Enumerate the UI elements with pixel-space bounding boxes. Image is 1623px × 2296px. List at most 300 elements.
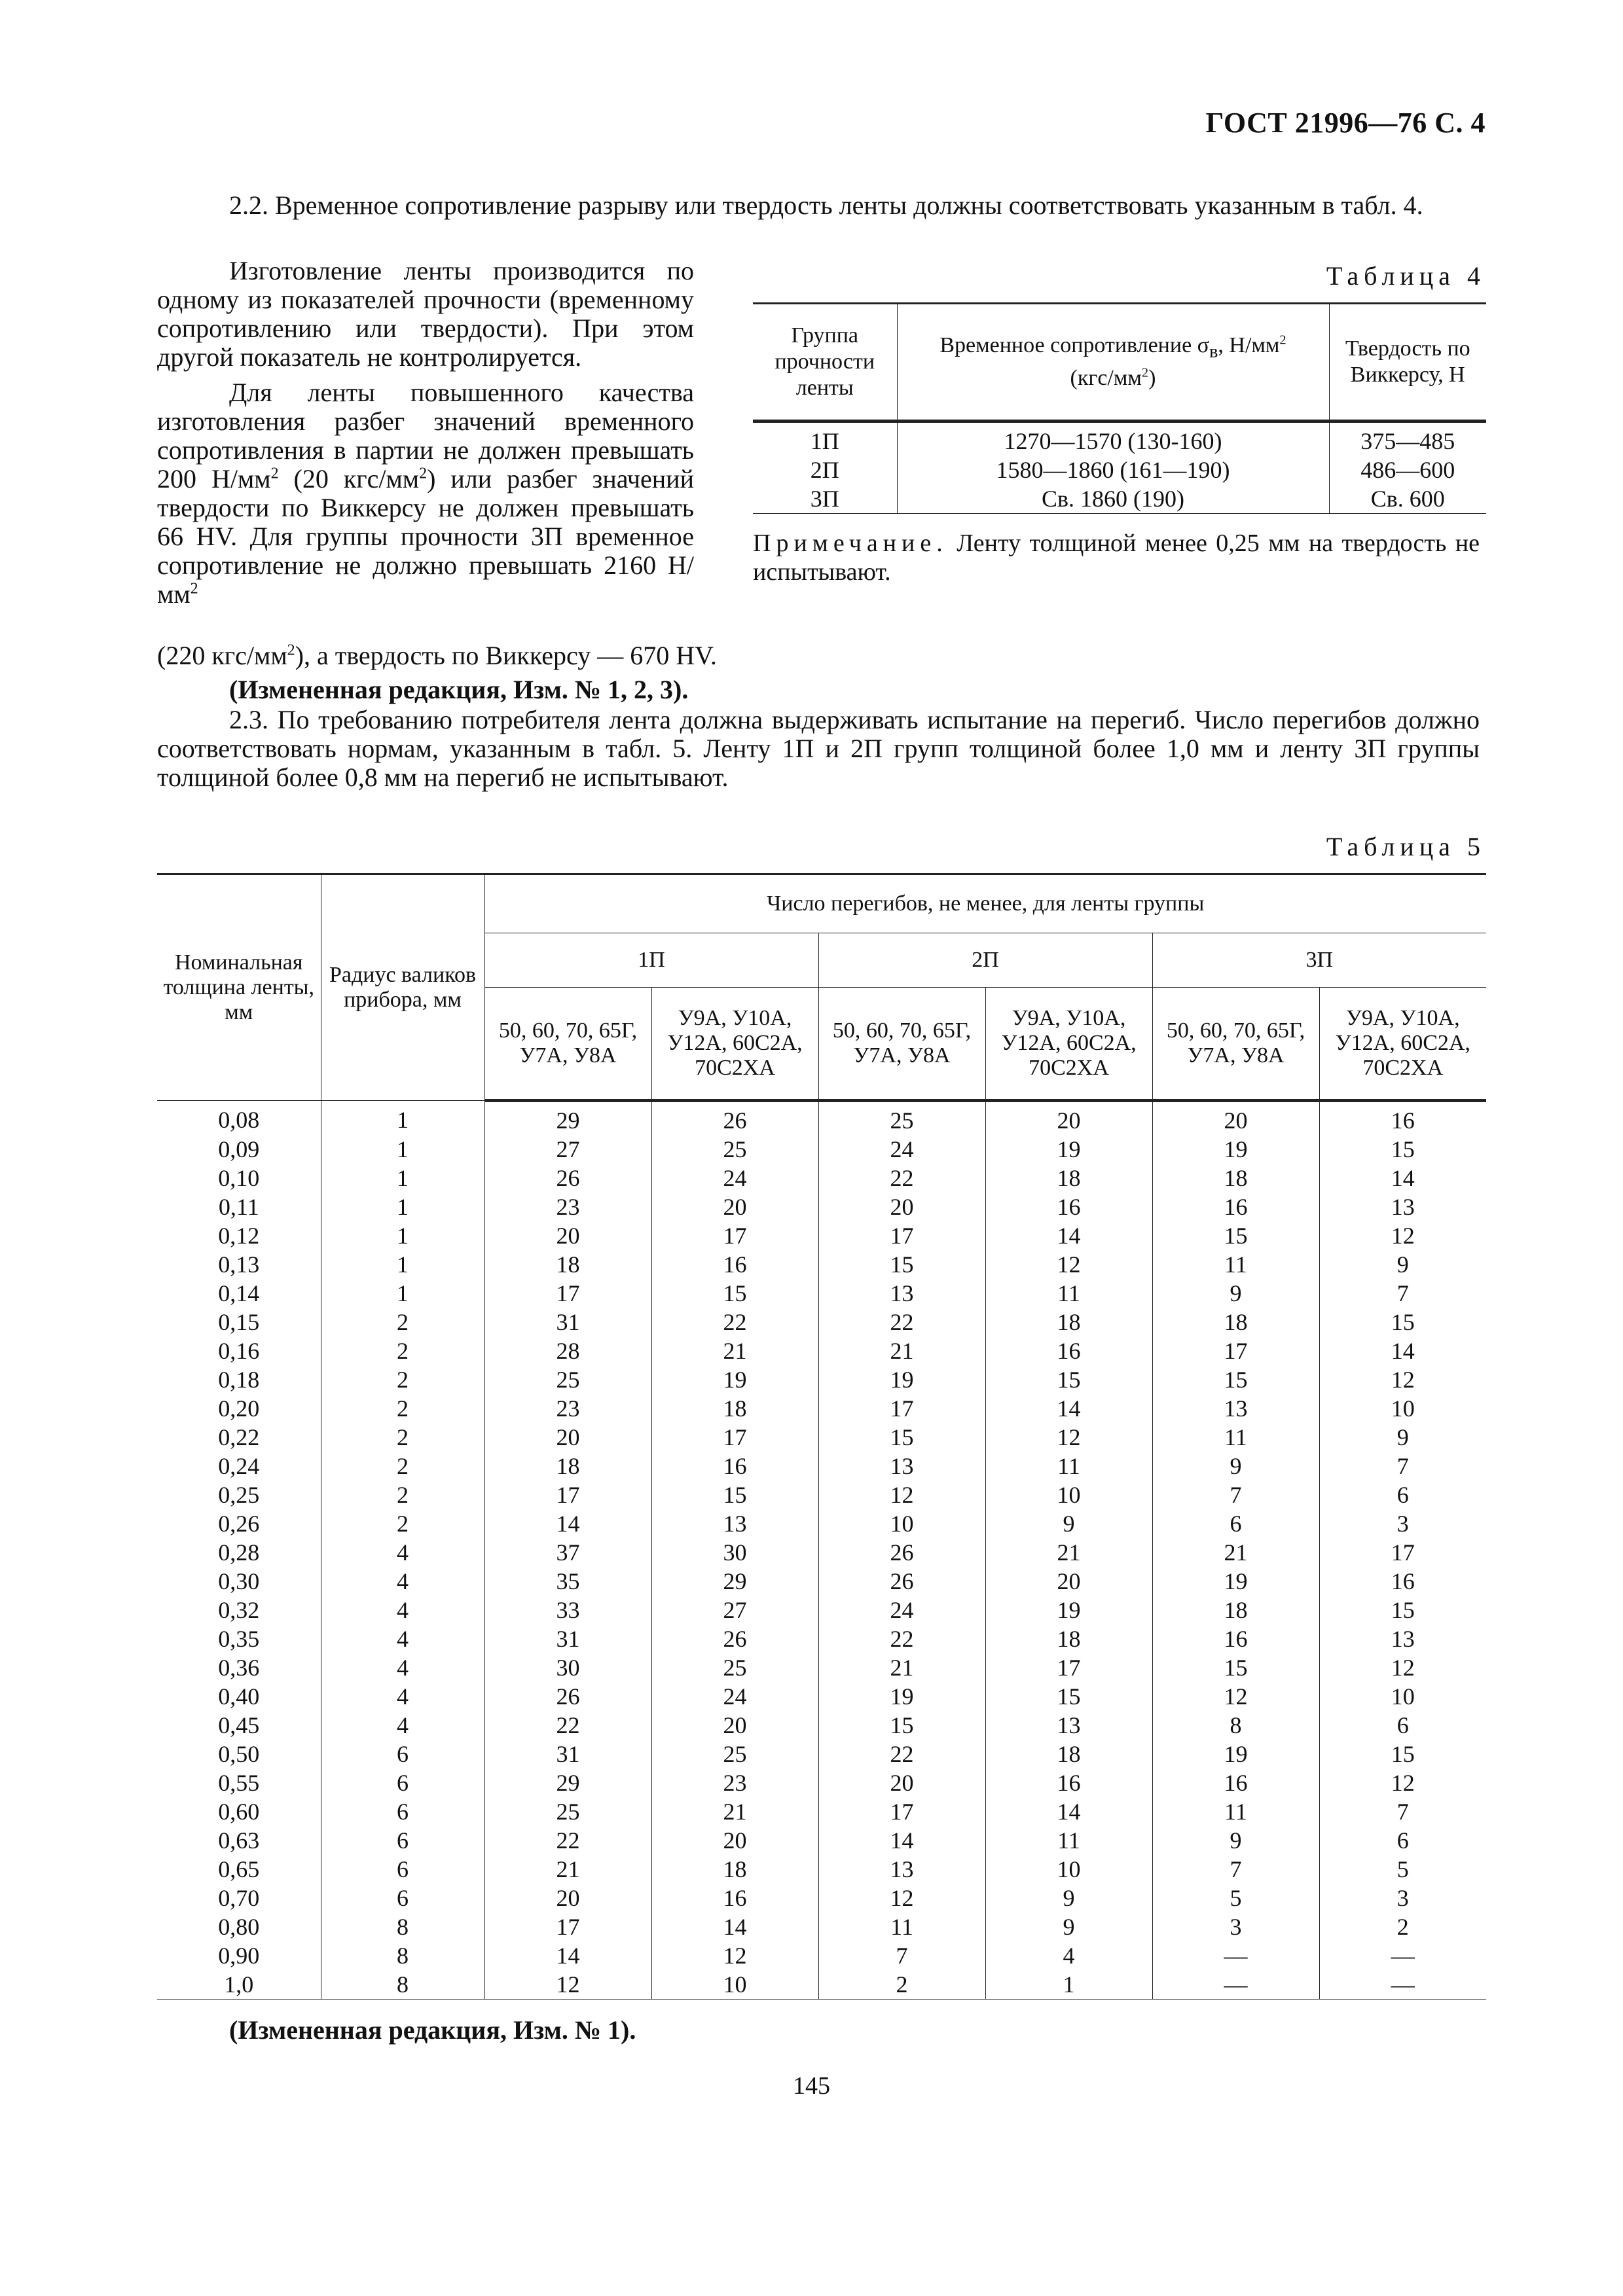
t5-cell-1p-b: 18 [651,1394,818,1423]
t5-cell-thickness: 0,08 [218,1107,260,1133]
t5-cell-2p-b: 18 [985,1308,1152,1336]
t5-cell-radius: 1 [321,1164,484,1193]
table4-caption: Таблица 4 [1326,261,1486,291]
t5-cell-3p-a: 13 [1152,1394,1319,1423]
t5-cell-2p-a: 24 [818,1135,985,1164]
t5-cell-3p-a: — [1152,1941,1319,1970]
superscript: 2 [1279,332,1286,348]
t5-cell-1p-b: 27 [651,1596,818,1624]
t5-cell-1p-a: 31 [484,1624,651,1653]
t5-cell-2p-b: 14 [985,1221,1152,1250]
t5-cell-3p-b: — [1319,1970,1486,2000]
text-fragment: (кгс/мм [1070,365,1142,390]
t5-cell-2p-b: 18 [985,1740,1152,1768]
t5-cell-3p-b: — [1319,1941,1486,1970]
t5-cell-radius: 4 [321,1682,484,1711]
table-row [157,1970,1486,2000]
t5-cell-2p-b: 11 [985,1826,1152,1855]
t5-cell-thickness: 0,50 [218,1741,260,1767]
t5-cell-3p-b: 12 [1319,1653,1486,1682]
t5-cell-1p-a: 20 [484,1423,651,1452]
t5-cell-2p-a: 26 [818,1567,985,1596]
table-row [157,1653,1486,1682]
t5-cell-2p-a: 10 [818,1509,985,1538]
t5-cell-3p-b: 14 [1319,1164,1486,1193]
t5-cell-2p-b: 15 [985,1682,1152,1711]
table-row [753,484,1486,514]
t5-header-steel-a: 50, 60, 70, 65Г, У7А, У8А [484,988,651,1101]
t5-cell-radius: 6 [321,1768,484,1797]
t5-cell-2p-a: 22 [818,1740,985,1768]
text-fragment: (220 кгс/мм [157,641,287,670]
t5-cell-1p-a: 37 [484,1538,651,1567]
t5-cell-1p-a: 27 [484,1135,651,1164]
t5-cell-thickness: 0,10 [218,1165,260,1191]
t5-cell-2p-a: 13 [818,1452,985,1480]
t5-cell-3p-b: 15 [1319,1740,1486,1768]
t5-cell-3p-b: 7 [1319,1797,1486,1826]
paragraph-2-2: 2.2. Временное сопротивление разрыву или твердость ленты должны соответствовать указанным в табл. 4. [229,190,1423,220]
table-row [157,1101,1486,1136]
t4-cell-strength: 1580—1860 (161—190) [897,456,1329,484]
t5-cell-thickness: 1,0 [157,1970,321,2000]
t5-cell-1p-a: 26 [484,1682,651,1711]
page-number: 145 [793,2072,830,2100]
t5-cell-radius: 4 [321,1567,484,1596]
t5-cell-radius: 2 [321,1308,484,1336]
t5-cell-1p-a: 25 [484,1365,651,1394]
t5-cell-1p-b: 25 [651,1740,818,1768]
t5-cell-thickness: 0,65 [218,1856,260,1882]
paragraph-high-quality [157,378,694,609]
t5-cell-1p-b: 20 [651,1711,818,1740]
t5-cell-1p-a: 14 [484,1509,651,1538]
t5-cell-3p-b: 12 [1319,1365,1486,1394]
t5-cell-1p-b: 30 [651,1538,818,1567]
t5-cell-2p-a: 15 [818,1711,985,1740]
t5-cell-thickness: 0,09 [218,1136,260,1162]
t5-cell-1p-b: 21 [651,1336,818,1365]
t5-header-steel-a: 50, 60, 70, 65Г, У7А, У8А [1152,988,1319,1101]
t5-cell-1p-a: 17 [484,1912,651,1941]
t5-cell-thickness: 0,45 [218,1712,260,1738]
table-row [157,1394,1486,1423]
t5-cell-1p-a: 23 [484,1193,651,1221]
t5-header-steel-b: У9А, У10А, У12А, 60С2А, 70С2ХА [1319,988,1486,1101]
note-text: Ленту толщиной менее 0,25 мм на твердость не испытывают. [753,529,1480,586]
t5-cell-1p-a: 17 [484,1279,651,1308]
table-row [157,1768,1486,1797]
t5-cell-3p-b: 14 [1319,1336,1486,1365]
superscript: 2 [1141,365,1149,380]
table-row [157,1596,1486,1624]
t5-cell-1p-a: 17 [484,1480,651,1509]
t5-cell-3p-b: 6 [1319,1480,1486,1509]
table-row [157,1711,1486,1740]
t5-cell-3p-b: 3 [1319,1884,1486,1912]
t5-cell-3p-b: 10 [1319,1682,1486,1711]
t5-cell-1p-a: 35 [484,1567,651,1596]
t5-cell-3p-a: 7 [1152,1855,1319,1884]
t5-cell-3p-a: 7 [1152,1480,1319,1509]
text-fragment: ) или разбег значений твердости по Виккерсу не должен превышать 66 HV. Для группы прочности 3П временное сопротивление не должно превышать 2160 Н/мм [157,464,694,609]
t5-cell-2p-a: 12 [818,1480,985,1509]
t5-cell-2p-b: 11 [985,1279,1152,1308]
text-fragment: ), а твердость по Виккерсу — 670 HV. [295,641,717,670]
superscript: 2 [270,465,279,482]
text-fragment: Для ленты повышенного качества изготовления разбег значений временного сопротивления в партии не должен превышать 200 Н/мм [157,378,694,493]
t5-header-radius: Радиус валиков прибора, мм [321,874,484,1101]
table-row [157,1423,1486,1452]
t5-cell-1p-b: 20 [651,1826,818,1855]
t5-cell-thickness: 0,90 [218,1943,260,1969]
t5-cell-radius: 4 [321,1711,484,1740]
t5-header-steel-b: У9А, У10А, У12А, 60С2А, 70С2ХА [651,988,818,1101]
t5-cell-1p-b: 15 [651,1480,818,1509]
t5-cell-1p-a: 14 [484,1941,651,1970]
table-row [753,422,1486,456]
t5-cell-2p-b: 14 [985,1797,1152,1826]
table-row [157,1308,1486,1336]
t5-cell-2p-b: 21 [985,1538,1152,1567]
t5-cell-1p-b: 26 [651,1101,818,1136]
t5-cell-2p-a: 2 [818,1970,985,2000]
t5-cell-2p-b: 15 [985,1365,1152,1394]
t5-cell-3p-a: 18 [1152,1596,1319,1624]
t5-cell-1p-b: 16 [651,1452,818,1480]
t5-cell-3p-a: 9 [1152,1826,1319,1855]
t5-cell-2p-b: 12 [985,1250,1152,1279]
t5-cell-2p-a: 22 [818,1308,985,1336]
t5-cell-thickness: 0,24 [218,1453,260,1479]
table-row [157,1855,1486,1884]
t5-cell-radius: 1 [321,1101,484,1136]
table-row [157,1221,1486,1250]
t5-cell-thickness: 0,32 [218,1597,260,1623]
t5-cell-2p-a: 15 [818,1423,985,1452]
t5-cell-1p-b: 13 [651,1509,818,1538]
t5-cell-2p-a: 20 [818,1768,985,1797]
t5-cell-1p-a: 21 [484,1855,651,1884]
t5-cell-2p-a: 21 [818,1653,985,1682]
t5-cell-1p-b: 25 [651,1135,818,1164]
t5-cell-3p-b: 12 [1319,1221,1486,1250]
table-4 [753,302,1486,514]
t5-cell-2p-b: 9 [985,1912,1152,1941]
table-row [157,1164,1486,1193]
table-row [157,1941,1486,1970]
t5-cell-1p-b: 17 [651,1423,818,1452]
t5-cell-radius: 6 [321,1740,484,1768]
table-row [157,1365,1486,1394]
t5-cell-2p-a: 15 [818,1250,985,1279]
table4-note [753,529,1480,586]
t5-cell-radius: 2 [321,1452,484,1480]
t5-cell-thickness: 0,15 [218,1309,260,1335]
t5-cell-3p-a: 9 [1152,1452,1319,1480]
superscript: 2 [287,641,295,659]
t5-cell-1p-b: 22 [651,1308,818,1336]
t5-cell-radius: 2 [321,1394,484,1423]
t5-cell-3p-b: 2 [1319,1912,1486,1941]
paragraph-continuation [157,641,890,670]
t5-cell-thickness: 0,18 [218,1367,260,1393]
t5-cell-3p-a: — [1152,1970,1319,2000]
t5-cell-3p-b: 6 [1319,1826,1486,1855]
paragraph-manufacturing: Изготовление ленты производится по одному из показателей прочности (временному сопротивлению или твердости). При этом другой показатель не контролируется. [157,256,694,372]
text-fragment: , Н/мм [1218,333,1280,358]
t5-cell-2p-a: 24 [818,1596,985,1624]
t5-cell-3p-b: 6 [1319,1711,1486,1740]
superscript: 2 [419,465,428,482]
t5-header-steel-a: 50, 60, 70, 65Г, У7А, У8А [818,988,985,1101]
t5-cell-1p-b: 12 [651,1941,818,1970]
table-row [157,1797,1486,1826]
t5-cell-2p-a: 14 [818,1826,985,1855]
t5-cell-1p-b: 18 [651,1855,818,1884]
t5-cell-thickness: 0,12 [218,1223,260,1249]
t4-header-hardness: Твердость по Виккерсу, Н [1329,304,1486,422]
t5-cell-3p-a: 17 [1152,1336,1319,1365]
t5-cell-thickness: 0,30 [218,1568,260,1594]
amendment-note-1: (Измененная редакция, Изм. № 1, 2, 3). [229,675,689,704]
t5-cell-1p-b: 16 [651,1884,818,1912]
t5-cell-3p-a: 19 [1152,1740,1319,1768]
t5-cell-3p-b: 17 [1319,1538,1486,1567]
table-row [157,1884,1486,1912]
t5-cell-3p-a: 16 [1152,1768,1319,1797]
t5-cell-radius: 8 [321,1970,484,2000]
t5-cell-2p-b: 16 [985,1768,1152,1797]
t5-cell-3p-a: 21 [1152,1538,1319,1567]
t5-cell-3p-b: 10 [1319,1394,1486,1423]
t5-cell-1p-a: 33 [484,1596,651,1624]
t5-cell-1p-b: 24 [651,1164,818,1193]
t5-cell-2p-b: 13 [985,1711,1152,1740]
t5-cell-1p-b: 20 [651,1193,818,1221]
t5-cell-3p-b: 12 [1319,1768,1486,1797]
t5-cell-2p-b: 12 [985,1423,1152,1452]
t5-cell-radius: 6 [321,1797,484,1826]
t5-cell-1p-a: 12 [484,1970,651,2000]
t5-cell-1p-a: 22 [484,1826,651,1855]
document-header: ГОСТ 21996—76 С. 4 [1205,107,1486,139]
t5-cell-3p-b: 15 [1319,1596,1486,1624]
t5-cell-1p-b: 19 [651,1365,818,1394]
t5-cell-3p-b: 16 [1319,1567,1486,1596]
t5-cell-2p-a: 13 [818,1279,985,1308]
t5-cell-radius: 6 [321,1884,484,1912]
table-row [157,1480,1486,1509]
t5-cell-1p-b: 23 [651,1768,818,1797]
t5-cell-radius: 2 [321,1365,484,1394]
t5-cell-2p-a: 19 [818,1682,985,1711]
table-row [157,1452,1486,1480]
t5-header-thickness: Номинальная толщина ленты, мм [157,874,321,1101]
t5-cell-thickness: 0,26 [218,1511,260,1537]
t5-cell-3p-a: 15 [1152,1653,1319,1682]
text-fragment: (20 кгс/мм [278,464,420,493]
t4-cell-group: 1П [810,428,839,454]
table-5 [157,873,1486,2000]
t5-cell-2p-b: 1 [985,1970,1152,2000]
t5-cell-2p-b: 16 [985,1193,1152,1221]
t5-cell-thickness: 0,22 [218,1424,260,1450]
table-row [157,1682,1486,1711]
t5-cell-thickness: 0,35 [218,1626,260,1652]
t5-cell-thickness: 0,25 [218,1482,260,1508]
t5-cell-2p-a: 13 [818,1855,985,1884]
t5-cell-3p-b: 7 [1319,1452,1486,1480]
t5-cell-radius: 2 [321,1480,484,1509]
t5-cell-3p-b: 15 [1319,1308,1486,1336]
t5-cell-1p-a: 20 [484,1221,651,1250]
t5-cell-radius: 1 [321,1221,484,1250]
t5-cell-3p-a: 16 [1152,1193,1319,1221]
t5-cell-radius: 8 [321,1941,484,1970]
t5-cell-radius: 4 [321,1653,484,1682]
t5-cell-3p-a: 8 [1152,1711,1319,1740]
amendment-note-2: (Измененная редакция, Изм. № 1). [229,2015,636,2045]
t5-cell-3p-a: 18 [1152,1164,1319,1193]
t5-cell-2p-a: 17 [818,1797,985,1826]
t5-cell-radius: 6 [321,1826,484,1855]
t5-cell-1p-a: 30 [484,1653,651,1682]
note-label: Примечание. [753,529,948,557]
t4-cell-hardness: Св. 600 [1329,484,1486,514]
t5-cell-2p-b: 18 [985,1164,1152,1193]
t4-cell-strength: 1270—1570 (130-160) [897,422,1329,456]
table-row [157,1912,1486,1941]
t5-cell-3p-b: 5 [1319,1855,1486,1884]
text-fragment: ) [1148,365,1156,390]
t5-header-group-1: 1П [484,933,818,988]
t5-cell-radius: 2 [321,1423,484,1452]
t5-cell-2p-a: 22 [818,1164,985,1193]
t4-header-strength [897,304,1329,422]
t5-cell-3p-b: 13 [1319,1624,1486,1653]
t4-cell-group: 3П [753,484,897,514]
t5-cell-3p-b: 7 [1319,1279,1486,1308]
t5-cell-2p-b: 16 [985,1336,1152,1365]
table-row [157,1740,1486,1768]
table-row [157,1538,1486,1567]
t5-cell-thickness: 0,14 [218,1280,260,1306]
t5-cell-radius: 4 [321,1624,484,1653]
t5-cell-radius: 1 [321,1135,484,1164]
table-row [157,1250,1486,1279]
t5-cell-1p-a: 31 [484,1740,651,1768]
t5-cell-3p-a: 15 [1152,1365,1319,1394]
t5-cell-3p-a: 20 [1152,1101,1319,1136]
t5-cell-1p-b: 24 [651,1682,818,1711]
text-fragment: Временное сопротивление σ [939,333,1209,358]
t5-cell-radius: 1 [321,1250,484,1279]
t5-header-group-3: 3П [1152,933,1486,988]
t5-cell-2p-a: 25 [818,1101,985,1136]
table-row [157,1826,1486,1855]
table-row [157,1135,1486,1164]
t5-cell-2p-a: 17 [818,1394,985,1423]
t5-cell-1p-a: 18 [484,1250,651,1279]
t5-cell-2p-b: 9 [985,1884,1152,1912]
t5-cell-1p-a: 29 [484,1768,651,1797]
t5-header-group-2: 2П [818,933,1152,988]
t5-cell-2p-b: 9 [985,1509,1152,1538]
table-row [157,1509,1486,1538]
t5-cell-radius: 4 [321,1596,484,1624]
t5-cell-thickness: 0,20 [218,1395,260,1422]
t4-cell-hardness: 375—485 [1329,422,1486,456]
t5-cell-2p-b: 19 [985,1596,1152,1624]
t5-cell-radius: 8 [321,1912,484,1941]
superscript: 2 [190,580,198,598]
t5-cell-2p-b: 18 [985,1624,1152,1653]
t5-cell-3p-b: 13 [1319,1193,1486,1221]
t5-cell-2p-b: 20 [985,1101,1152,1136]
t5-cell-2p-a: 20 [818,1193,985,1221]
t5-cell-2p-a: 12 [818,1884,985,1912]
t5-cell-2p-a: 11 [818,1912,985,1941]
table-row [157,1193,1486,1221]
subscript: в [1209,341,1218,362]
t5-cell-3p-a: 15 [1152,1221,1319,1250]
t5-cell-thickness: 0,13 [218,1251,260,1278]
t5-cell-3p-a: 19 [1152,1135,1319,1164]
t5-cell-radius: 1 [321,1193,484,1221]
t5-cell-2p-b: 20 [985,1567,1152,1596]
t5-cell-1p-b: 25 [651,1653,818,1682]
t5-cell-2p-b: 4 [985,1941,1152,1970]
t5-header-bends: Число перегибов, не менее, для ленты группы [484,874,1486,933]
table-row [157,1624,1486,1653]
t5-cell-2p-a: 22 [818,1624,985,1653]
t5-cell-thickness: 0,55 [218,1770,260,1796]
t5-cell-1p-b: 29 [651,1567,818,1596]
t5-cell-2p-a: 7 [818,1941,985,1970]
t5-cell-2p-b: 11 [985,1452,1152,1480]
t4-cell-hardness: 486—600 [1329,456,1486,484]
t5-cell-2p-b: 19 [985,1135,1152,1164]
t5-cell-radius: 4 [321,1538,484,1567]
t5-cell-1p-a: 20 [484,1884,651,1912]
t5-cell-3p-a: 18 [1152,1308,1319,1336]
t5-cell-3p-a: 11 [1152,1423,1319,1452]
t5-cell-1p-b: 14 [651,1912,818,1941]
table-row [157,1279,1486,1308]
t5-cell-thickness: 0,16 [218,1338,260,1364]
t5-cell-3p-a: 3 [1152,1912,1319,1941]
t5-cell-radius: 2 [321,1336,484,1365]
t5-cell-1p-a: 29 [484,1101,651,1136]
t5-cell-1p-b: 15 [651,1279,818,1308]
t5-cell-2p-b: 14 [985,1394,1152,1423]
t5-cell-3p-a: 11 [1152,1797,1319,1826]
left-column-text [157,257,694,615]
table-row [157,1567,1486,1596]
t5-cell-3p-b: 15 [1319,1135,1486,1164]
t5-cell-3p-a: 16 [1152,1624,1319,1653]
t5-cell-2p-b: 17 [985,1653,1152,1682]
t5-cell-thickness: 0,60 [218,1799,260,1825]
paragraph-2-3: 2.3. По требованию потребителя лента должна выдерживать испытание на перегиб. Число перегибов должно соответствовать нормам, указанным в табл. 5. Ленту 1П и 2П групп толщиной более 1,0 мм и ленту 3П группы толщиной более 0,8 мм на перегиб не испытывают. [157,705,1480,792]
t5-cell-1p-a: 22 [484,1711,651,1740]
t4-header-group: Группа прочности ленты [775,323,875,400]
t5-cell-thickness: 0,40 [218,1683,260,1710]
t5-header-steel-b: У9А, У10А, У12А, 60С2А, 70С2ХА [985,988,1152,1101]
t5-cell-1p-b: 16 [651,1250,818,1279]
t5-cell-3p-b: 3 [1319,1509,1486,1538]
